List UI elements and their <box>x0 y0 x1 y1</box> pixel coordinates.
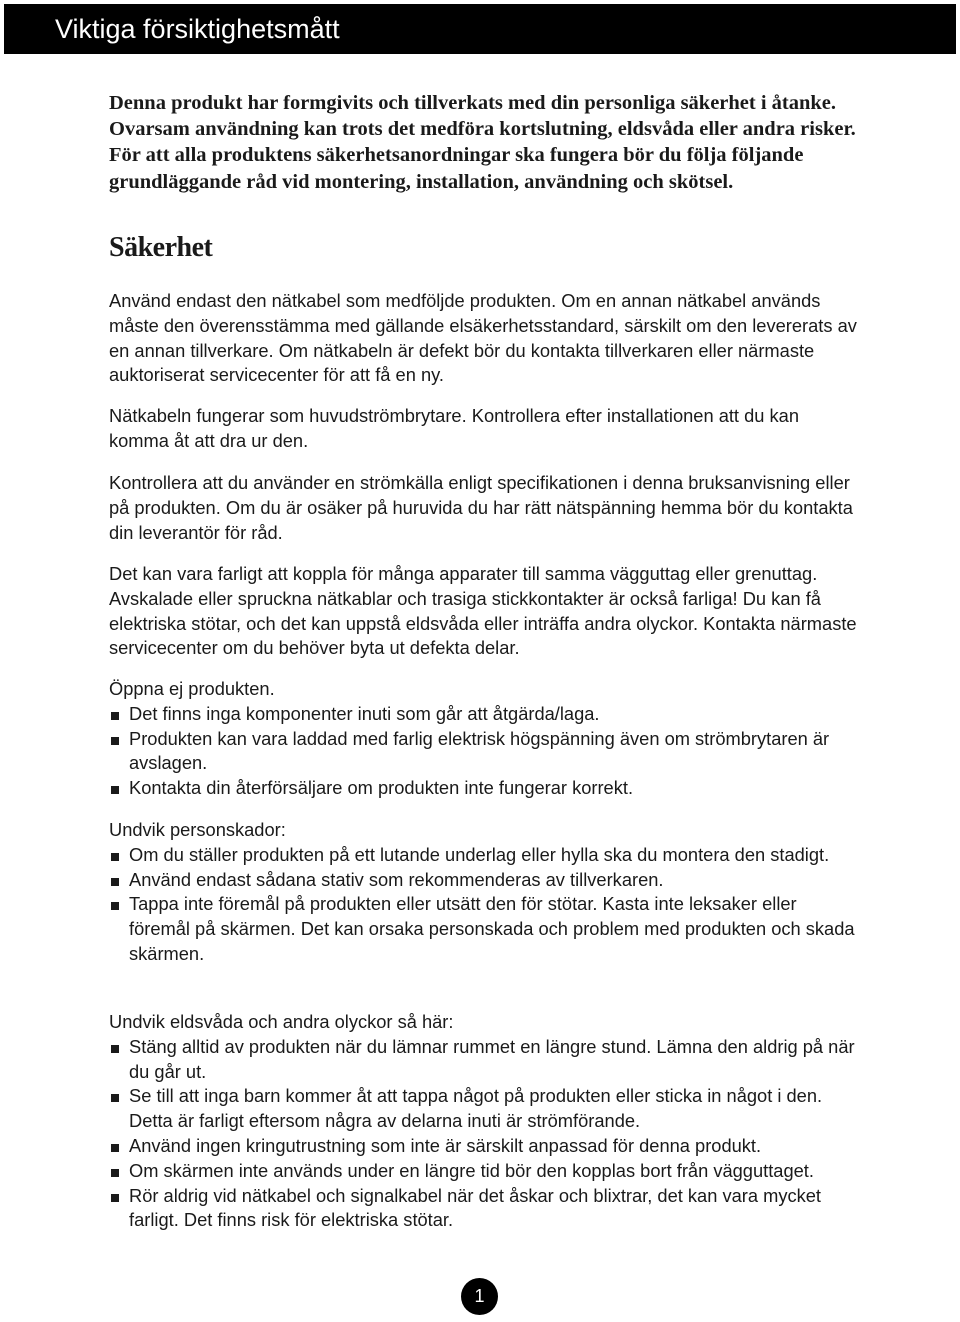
page-title: Viktiga försiktighetsmått <box>55 14 340 44</box>
bullet-list <box>109 1035 859 1233</box>
section-avoid-injury <box>109 818 859 967</box>
list-item: Använd ingen kringutrustning som inte är särskilt anpassad för denna produkt. <box>109 1134 859 1159</box>
section-avoid-fire <box>109 1010 859 1233</box>
list-item: Se till att inga barn kommer åt att tappa något på produkten eller sticka in något i den. Detta är farligt eftersom några av delarna inuti är strömförande. <box>109 1084 859 1134</box>
bullet-list <box>109 702 859 801</box>
page-header-bar <box>4 4 956 54</box>
section-do-not-open <box>109 677 859 801</box>
list-item: Rör aldrig vid nätkabel och signalkabel när det åskar och blixtrar, det kan vara mycket farligt. Det finns risk för elektriska stötar. <box>109 1184 859 1234</box>
paragraph-overload: Det kan vara farligt att koppla för många apparater till samma vägguttag eller grenuttag. Avskalade eller spruckna nätkablar och trasiga stickkontakter är också farliga! Du kan få elektriska stötar, och det kan uppstå eldsvåda eller inträffa andra olyckor. Kontakta närmaste servicecenter om du behöver byta ut defekta delar. <box>109 563 857 659</box>
paragraph-power-cord: Använd endast den nätkabel som medföljde produkten. Om en annan nätkabel används måste den överensstämma med gällande elsäkerhetsstandard, särskilt om den levererats av en annan tillverkare. Om nätkabeln är defekt bör du kontakta tillverkaren eller närmaste auktoriserat servicecenter för att få en ny. <box>109 290 857 386</box>
paragraph-main-switch: Nätkabeln fungerar som huvudströmbrytare. Kontrollera efter installationen att du kan komma åt att dra ur den. <box>109 405 799 451</box>
section-heading: Säkerhet <box>109 232 213 263</box>
list-item: Tappa inte föremål på produkten eller utsätt den för stötar. Kasta inte leksaker eller föremål på skärmen. Det kan orsaka personskada och problem med produkten och skada skärmen. <box>109 892 859 966</box>
list-item: Om du ställer produkten på ett lutande underlag eller hylla ska du montera den stadigt. <box>109 843 859 868</box>
section-title: Undvik personskador: <box>109 819 286 840</box>
bullet-list <box>109 843 859 967</box>
list-item: Stäng alltid av produkten när du lämnar rummet en längre stund. Lämna den aldrig på när du går ut. <box>109 1035 859 1085</box>
page-number: 1 <box>474 1286 485 1306</box>
intro-paragraph: Denna produkt har formgivits och tillverkats med din personliga säkerhet i åtanke. Ovarsam användning kan trots det medföra kortslutning, eldsvåda eller andra risker. För att alla produktens säkerhetsanordningar ska fungera bör du följa följande grundläggande råd vid montering, installation, användning och skötsel. <box>109 92 856 193</box>
paragraph-power-source: Kontrollera att du använder en strömkälla enligt specifikationen i denna bruksanvisning eller på produkten. Om du är osäker på huruvida du har rätt nätspänning hemma bör du kontakta din leverantör för råd. <box>109 472 853 543</box>
section-title: Öppna ej produkten. <box>109 678 275 699</box>
page-number-badge <box>461 1278 498 1315</box>
list-item: Produkten kan vara laddad med farlig elektrisk högspänning även om strömbrytaren är avslagen. <box>109 727 859 777</box>
list-item: Det finns inga komponenter inuti som går att åtgärda/laga. <box>109 702 859 727</box>
list-item: Använd endast sådana stativ som rekommenderas av tillverkaren. <box>109 868 859 893</box>
section-title: Undvik eldsvåda och andra olyckor så här: <box>109 1011 454 1032</box>
list-item: Kontakta din återförsäljare om produkten inte fungerar korrekt. <box>109 776 859 801</box>
list-item: Om skärmen inte används under en längre tid bör den kopplas bort från vägguttaget. <box>109 1159 859 1184</box>
